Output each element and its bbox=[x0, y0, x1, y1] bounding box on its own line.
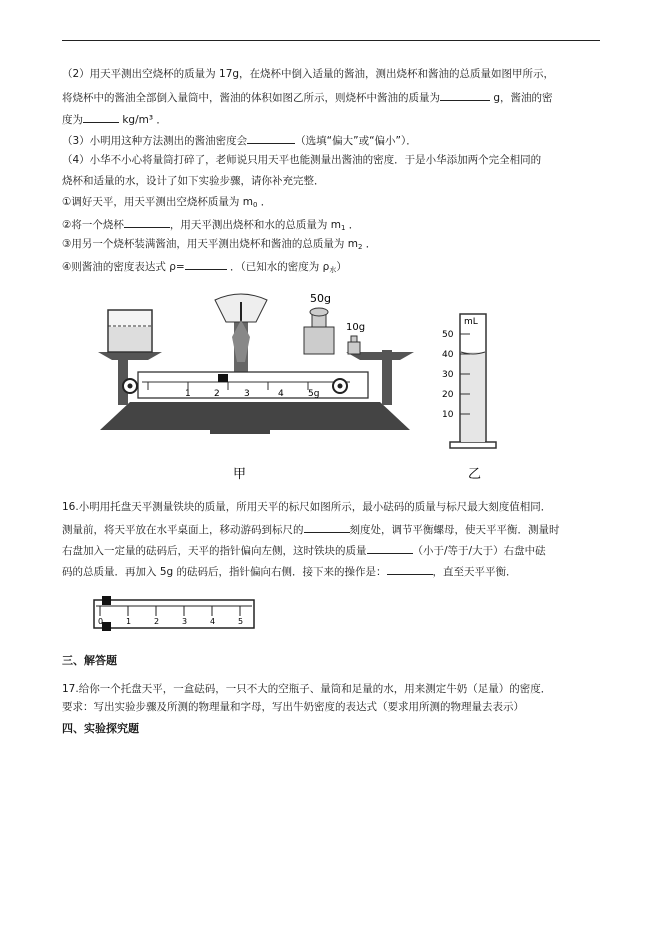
svg-text:10: 10 bbox=[442, 410, 454, 420]
rider-scale-figure bbox=[88, 592, 268, 637]
q16-line1: 16.小明用托盘天平测量铁块的质量，所用天平的标尺如图所示，最小砝码的质量与标尺最大刻度值相同． bbox=[62, 501, 552, 513]
scale-label-2: 2 bbox=[214, 389, 220, 399]
weight-10g-label: 10g bbox=[346, 322, 366, 333]
q15-step4: ④则酱油的密度表达式 ρ= ．（已知水的密度为 $\rho_水$） bbox=[62, 258, 347, 277]
rider-slider bbox=[218, 374, 228, 382]
scale-label-1: 1 bbox=[185, 389, 191, 399]
cylinder-unit: mL bbox=[464, 317, 478, 327]
answer-blank[interactable] bbox=[247, 132, 295, 144]
section-heading-4: 四、实验探究题 bbox=[62, 722, 139, 735]
q16-line4: 码的总质量．再加入 5g 的砝码后，指针偏向右侧．接下来的操作是： ，直至天平平衡． bbox=[62, 563, 517, 579]
answer-blank[interactable] bbox=[367, 542, 413, 554]
graduated-cylinder-icon bbox=[450, 314, 496, 448]
scale-label-4: 4 bbox=[278, 389, 284, 399]
answer-blank[interactable] bbox=[124, 216, 170, 228]
svg-text:20: 20 bbox=[442, 390, 454, 400]
q15-part2-line1: （2）用天平测出空烧杯的质量为 17g，在烧杯中倒入适量的酱油，测出烧杯和酱油的总质量如图甲所示， bbox=[62, 68, 555, 80]
svg-text:5: 5 bbox=[238, 617, 244, 626]
q15-step1: ①调好天平，用天平测出空烧杯质量为 $m_0$ ． bbox=[62, 196, 272, 209]
header-rule bbox=[62, 40, 600, 41]
q15-step2: ②将一个烧杯 ，用天平测出烧杯和水的总质量为 $m_1$ ． bbox=[62, 216, 359, 235]
q17-line2: 要求：写出实验步骤及所测的物理量和字母，写出牛奶密度的表达式（要求用所测的物理量去表示） bbox=[62, 701, 524, 713]
q16-line3: 右盘加入一定量的砝码后，天平的指针偏向左侧，这时铁块的质量 （小于/等于/大于）右盘中砝 bbox=[62, 542, 546, 558]
svg-text:40: 40 bbox=[442, 350, 454, 360]
svg-text:0: 0 bbox=[98, 617, 104, 626]
q15-part2-line3: 度为 kg/m³ ． bbox=[62, 111, 167, 127]
svg-text:4: 4 bbox=[210, 617, 216, 626]
weight-10g-icon bbox=[348, 336, 360, 354]
beaker-icon bbox=[108, 310, 152, 352]
q15-part4-line2: 烧杯和适量的水，设计了如下实验步骤，请你补充完整． bbox=[62, 175, 325, 187]
left-pan bbox=[98, 352, 162, 360]
figure-label-a: 甲 bbox=[233, 467, 247, 482]
figure-label-b: 乙 bbox=[468, 467, 482, 482]
q15-step3: ③用另一个烧杯装满酱油，用天平测出烧杯和酱油的总质量为 $m_2$ ． bbox=[62, 238, 377, 251]
balance-and-cylinder-figure bbox=[90, 282, 510, 482]
rider-bottom bbox=[102, 622, 111, 631]
q15-part3: （3）小明用这种方法测出的酱油密度会 （选填“偏大”或“偏小”）． bbox=[62, 132, 417, 148]
q17-line1: 17.给你一个托盘天平，一盒砝码，一只不大的空瓶子、量筒和足量的水，用来测定牛奶（足量）的密度． bbox=[62, 683, 552, 695]
answer-blank[interactable] bbox=[83, 111, 119, 123]
weight-50g-icon bbox=[304, 308, 334, 354]
answer-blank[interactable] bbox=[185, 258, 227, 270]
q15-part2-line2: 将烧杯中的酱油全部倒入量筒中，酱油的体积如图乙所示，则烧杯中酱油的质量为 g，酱油的密 bbox=[62, 89, 553, 105]
q15-part4-line1: （4）小华不小心将量筒打碎了，老师说只用天平也能测量出酱油的密度．于是小华添加两个完全相同的 bbox=[62, 154, 542, 166]
svg-text:3: 3 bbox=[182, 617, 188, 626]
answer-blank[interactable] bbox=[387, 563, 433, 575]
svg-text:2: 2 bbox=[154, 617, 160, 626]
svg-text:50: 50 bbox=[442, 330, 454, 340]
answer-blank[interactable] bbox=[304, 521, 350, 533]
scale-label-5g: 5g bbox=[308, 389, 320, 399]
svg-text:1: 1 bbox=[126, 617, 132, 626]
section-heading-3: 三、解答题 bbox=[62, 654, 117, 667]
q16-line2: 测量前，将天平放在水平桌面上，移动游码到标尺的 刻度处，调节平衡螺母，使天平平衡．测量时 bbox=[62, 521, 560, 537]
weight-50g-label: 50g bbox=[310, 292, 331, 305]
rider-top bbox=[102, 596, 111, 605]
answer-blank[interactable] bbox=[440, 89, 490, 101]
svg-text:30: 30 bbox=[442, 370, 454, 380]
scale-label-3: 3 bbox=[244, 389, 250, 399]
